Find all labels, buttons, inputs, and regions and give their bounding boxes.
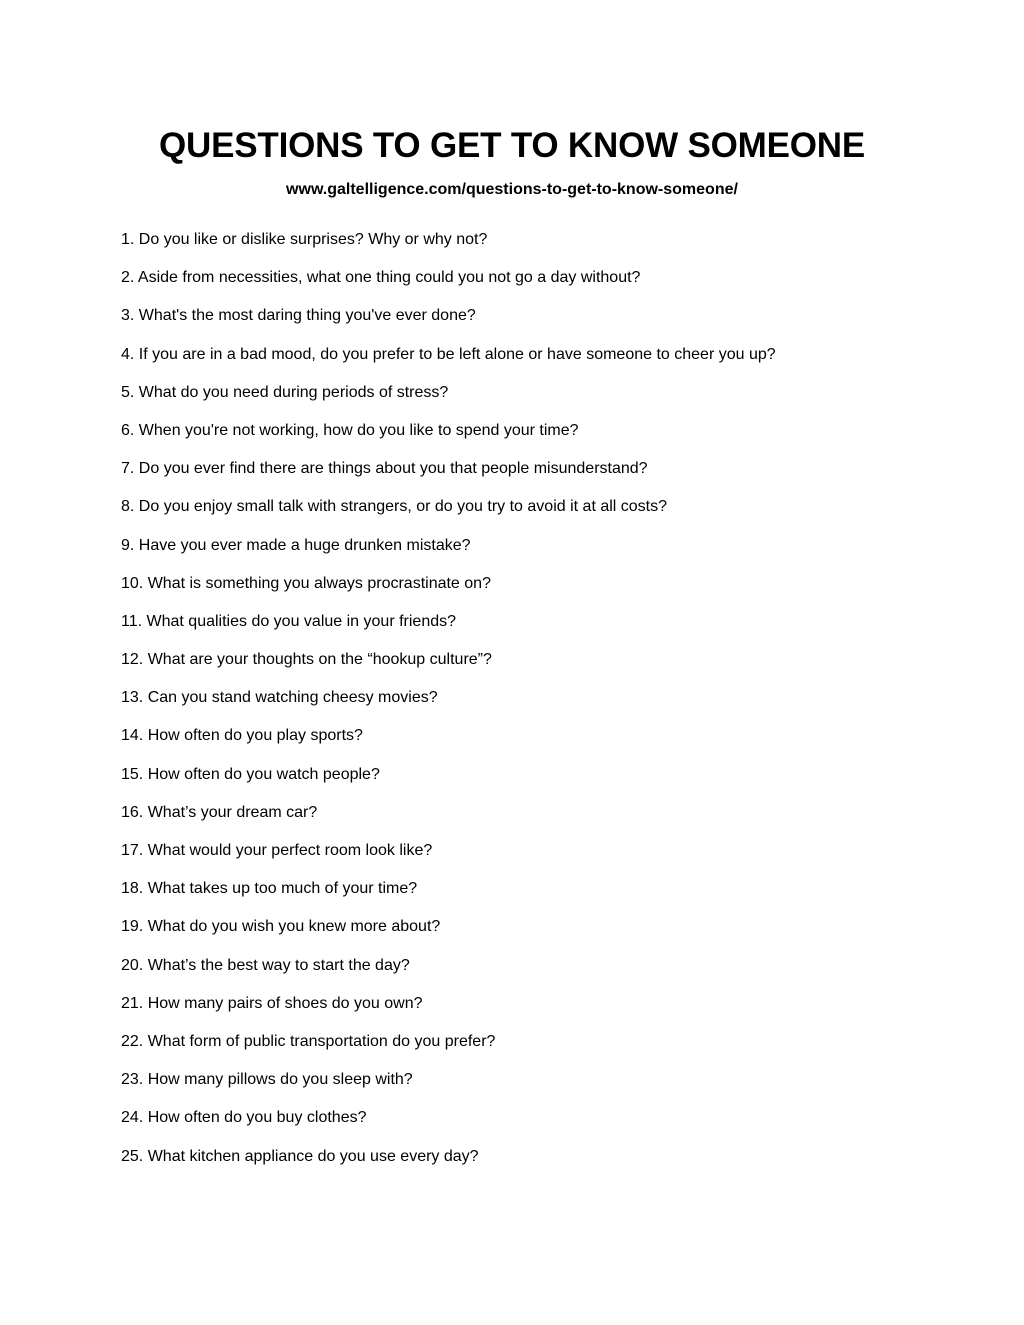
question-item-12: 12. What are your thoughts on the “hookup culture”? (121, 651, 492, 669)
source-url: www.galtelligence.com/questions-to-get-to-know-someone/ (286, 181, 738, 198)
question-item-5: 5. What do you need during periods of stress? (121, 383, 449, 401)
question-item-13: 13. Can you stand watching cheesy movies? (121, 689, 438, 707)
question-item-22: 22. What form of public transportation do you prefer? (121, 1032, 496, 1050)
question-item-25: 25. What kitchen appliance do you use every day? (121, 1147, 479, 1165)
question-item-2: 2. Aside from necessities, what one thing could you not go a day without? (121, 269, 641, 287)
question-item-3: 3. What's the most daring thing you've ever done? (121, 307, 476, 325)
question-item-1: 1. Do you like or dislike surprises? Why or why not? (121, 231, 488, 248)
question-item-17: 17. What would your perfect room look like? (121, 842, 433, 859)
question-item-23: 23. How many pillows do you sleep with? (121, 1071, 413, 1089)
question-item-7: 7. Do you ever find there are things about you that people misunderstand? (121, 460, 648, 478)
question-item-15: 15. How often do you watch people? (121, 765, 380, 783)
question-item-21: 21. How many pairs of shoes do you own? (121, 994, 423, 1012)
question-item-9: 9. Have you ever made a huge drunken mistake? (121, 536, 471, 554)
question-list (121, 229, 776, 1184)
question-item-20: 20. What’s the best way to start the day? (121, 956, 410, 974)
question-item-24: 24. How often do you buy clothes? (121, 1109, 367, 1127)
question-item-11: 11. What qualities do you value in your friends? (121, 612, 457, 630)
page-title: QUESTIONS TO GET TO KNOW SOMEONE (159, 126, 865, 165)
question-item-10: 10. What is something you always procrastinate on? (121, 574, 491, 592)
question-item-16: 16. What’s your dream car? (121, 803, 318, 821)
question-item-14: 14. How often do you play sports? (121, 727, 363, 745)
question-item-6: 6. When you're not working, how do you like to spend your time? (121, 421, 579, 439)
question-item-4: 4. If you are in a bad mood, do you prefer to be left alone or have someone to cheer you up? (121, 345, 776, 363)
question-item-19: 19. What do you wish you knew more about? (121, 918, 441, 936)
question-item-18: 18. What takes up too much of your time? (121, 880, 418, 898)
question-item-8: 8. Do you enjoy small talk with strangers, or do you try to avoid it at all costs? (121, 498, 668, 516)
